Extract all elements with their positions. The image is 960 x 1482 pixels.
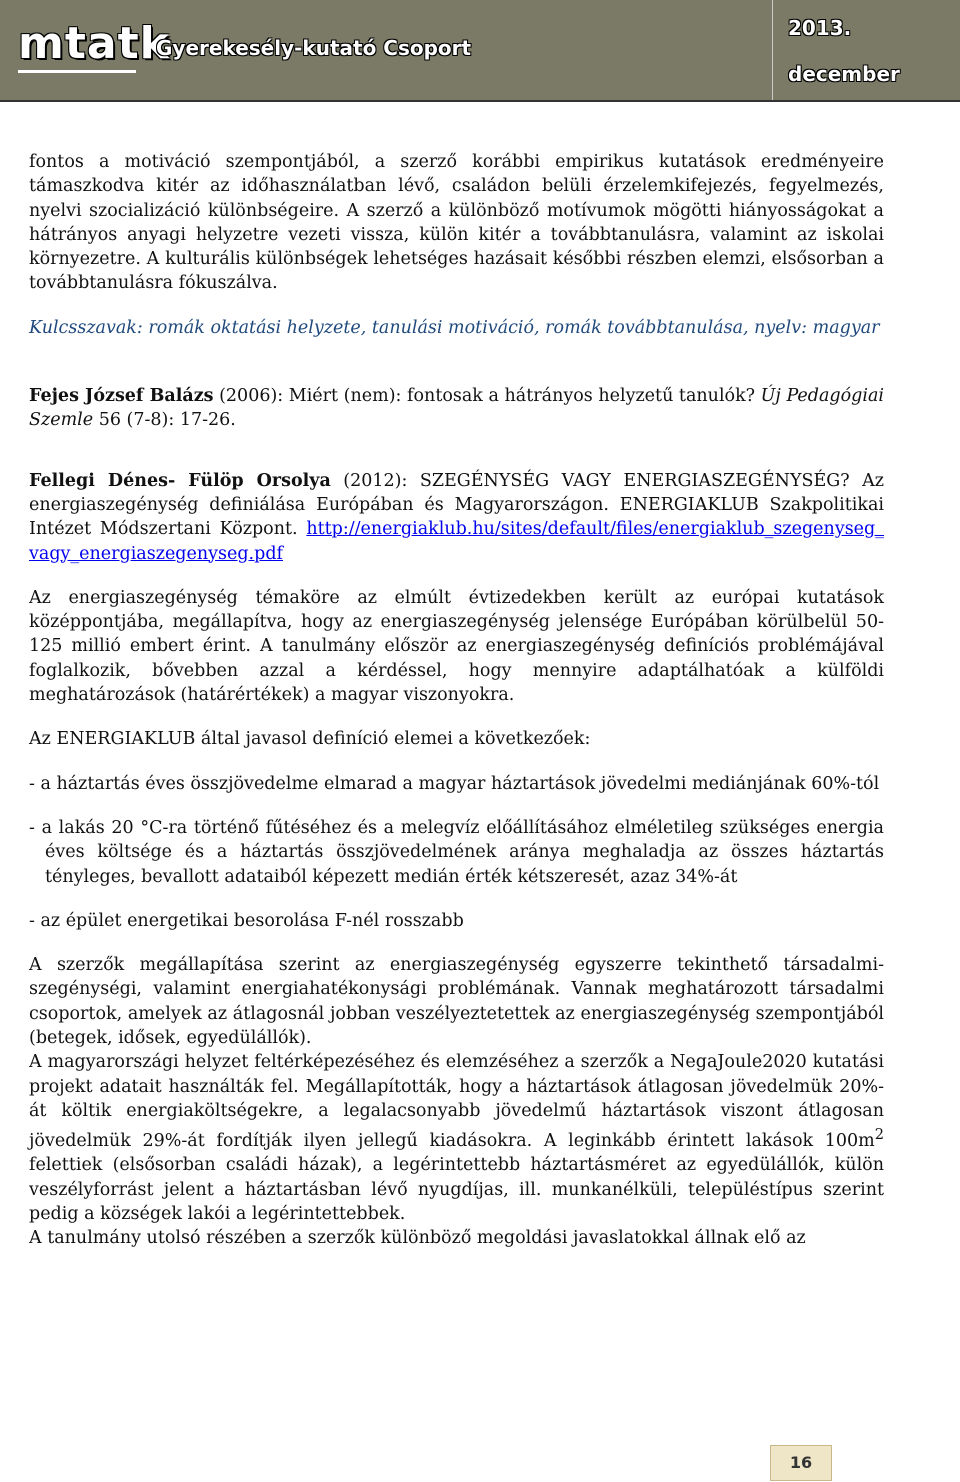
- header-divider: [772, 0, 773, 100]
- definition-item: - az épület energetikai besorolása F-nél rosszabb: [29, 910, 464, 931]
- research-group-name: Gyerekesély-kutató Csoport: [156, 36, 472, 60]
- definition-item: - a háztartás éves összjövedelme elmarad a magyar háztartások jövedelmi mediánjának 60%-tól: [29, 773, 880, 794]
- intro-paragraph: fontos a motiváció szempontjából, a szerző korábbi empirikus kutatások eredményeire támaszkodva kitér az időhasználatban lévő, családon belüli érzelemkifejezés, fegyelmezés, nyelvi szocializáció különbségeire. A szerző a különböző motívumok mögötti hiányosságokat a hátrányos anyagi helyzetre vezeti vissza, külön kitér a továbbtanulásra, valamint az iskolai környezetre. A kulturális különbségek lehetséges hazásait későbbi részben elemzi, elsősorban a továbbtanulásra fókuszálva.: [29, 152, 884, 294]
- closing-paragraph: A tanulmány utolsó részében a szerzők különböző megoldási javaslatokkal állnak elő az: [29, 1228, 806, 1249]
- summary-paragraph: Az energiaszegénység témaköre az elmúlt évtizedekben került az európai kutatások középpontjába, megállapítva, hogy az energiaszegénység jelensége Európában körülbelül 50-125 millió embert érint. A tanulmány először az energiaszegénység definíciós problémájával foglalkozik, bővebben azzal a kérdéssel, hogy mennyire adaptálhatóak a külföldi meghatározások (határértékek) a magyar viszonyokra.: [29, 587, 884, 706]
- reference-journal: Új Pedagógiai Szemle: [29, 386, 884, 431]
- reference-author: Fejes József Balázs: [29, 386, 214, 407]
- reference-fellegi: [29, 469, 884, 566]
- superscript-two: 2: [874, 1126, 884, 1144]
- document-body: [29, 150, 884, 1251]
- data-paragraph-text-cont: felettiek (elsősorban családi házak), a legérintettebb háztartásméret az egyedülállók, külön veszélyforrást jelent a háztartásban lévő nyugdíjas, ill. munkanélküli, településtípus szerint pedig a községek lakói a legérintettebbek.: [29, 1155, 884, 1224]
- reference-title: (2012): SZEGÉNYSÉG VAGY ENERGIASZEGÉNYSÉG? Az energiaszegénység definiálása Európában és Magyarországon. ENERGIAKLUB Szakpolitikai Intézet Módszertani Központ.: [29, 470, 884, 540]
- page-number: 16: [770, 1445, 832, 1481]
- findings-paragraph: A szerzők megállapítása szerint az energiaszegénység egyszerre tekinthető társadalmi-szegénységi, valamint energiahatékonysági problémának. Vannak meghatározott társadalmi csoportok, amelyek az átlagosnál jobban veszélyeztetettek az energiaszegénység szempontjából (betegek, idősek, egyedülállók).: [29, 955, 884, 1049]
- data-paragraph-text: A magyarországi helyzet feltérképezéséhez és elemzéséhez a szerzők a NegaJoule2020 kutatási projekt adatait használták fel. Megállapították, hogy a háztartások átlagosan jövedelmük 20%-át költik energiaköltségekre, a legalacsonyabb jövedelmű háztartások viszont átlagosan jövedelmük 29%-át fordítják ilyen jellegű kiadásokra. A leginkább érintett lakások 100m: [29, 1052, 884, 1152]
- header-year: 2013.: [788, 16, 852, 40]
- reference-details: 56 (7-8): 17-26.: [93, 410, 236, 431]
- reference-author: Fellegi Dénes- Fülöp Orsolya: [29, 470, 331, 491]
- page-header: [0, 0, 960, 102]
- data-paragraph: [29, 1050, 884, 1226]
- keywords: Kulcsszavak: romák oktatási helyzete, tanulási motiváció, romák továbbtanulása, nyelv: magyar: [29, 317, 880, 338]
- reference-fejes: [29, 384, 884, 433]
- logo-underline: [18, 70, 136, 73]
- reference-title: (2006): Miért (nem): fontosak a hátrányos helyzetű tanulók?: [213, 386, 761, 407]
- reference-link[interactable]: http://energiaklub.hu/sites/default/files/energiaklub_szegenyseg_vagy_energiaszegenyseg.pdf: [29, 519, 884, 564]
- mtatk-logo-text: mtatk: [18, 18, 170, 69]
- header-month: december: [788, 62, 900, 86]
- definition-item: - a lakás 20 °C-ra történő fűtéséhez és a melegvíz előállításához elméletileg szükséges energia éves költsége és a háztartás összjövedelmének aránya meghaladja az összes háztartás tényleges, bevallott adataiból képezett medián érték kétszeresét, azaz 34%-át: [29, 817, 884, 887]
- definition-intro: Az ENERGIAKLUB által javasol definíció elemei a következőek:: [29, 729, 591, 750]
